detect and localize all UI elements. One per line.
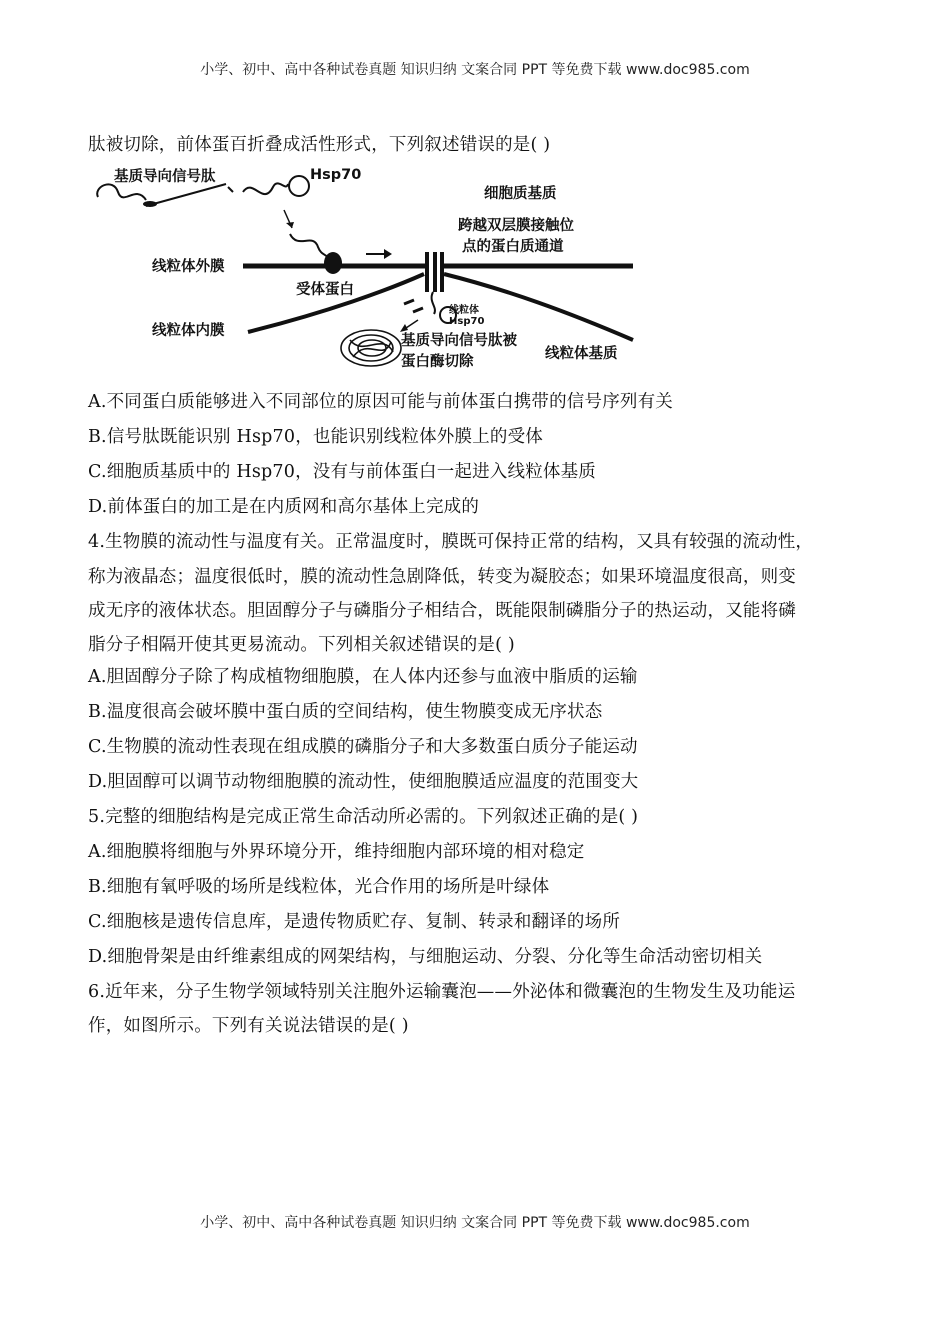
q4-option-c: C.生物膜的流动性表现在组成膜的磷脂分子和大多数蛋白质分子能运动 xyxy=(88,737,638,757)
label-mito-matrix: 线粒体基质 xyxy=(545,346,618,362)
label-channel-line1: 跨越双层膜接触位 xyxy=(458,218,574,234)
q3-option-b: B.信号肽既能识别 Hsp70，也能识别线粒体外膜上的受体 xyxy=(88,427,543,447)
label-receptor: 受体蛋白 xyxy=(296,282,354,298)
q4-option-d: D.胆固醇可以调节动物细胞膜的流动性，使细胞膜适应温度的范围变大 xyxy=(88,772,639,792)
q3-option-a: A.不同蛋白质能够进入不同部位的原因可能与前体蛋白携带的信号序列有关 xyxy=(88,392,673,412)
page-footer: 小学、初中、高中各种试卷真题 知识归纳 文案合同 PPT 等免费下载 www.doc985.com xyxy=(200,1215,750,1231)
precursor-at-receptor xyxy=(290,234,328,258)
q5-option-c: C.细胞核是遗传信息库，是遗传物质贮存、复制、转录和翻译的场所 xyxy=(88,912,621,932)
mitochondria-protein-import-figure xyxy=(88,162,636,376)
q6-stem-line2: 作，如图所示。下列有关说法错误的是( ) xyxy=(88,1016,409,1036)
q6-stem-line1: 6.近年来，分子生物学领域特别关注胞外运输囊泡——外泌体和微囊泡的生物发生及功能运 xyxy=(88,982,796,1002)
label-channel-line2: 点的蛋白质通道 xyxy=(462,239,564,255)
hsp70-chain xyxy=(243,183,288,194)
folded-protein-shape xyxy=(341,330,401,366)
label-cut-line2: 蛋白酶切除 xyxy=(401,354,474,370)
label-mito-hsp70-1: 线粒体 xyxy=(449,305,479,316)
q3-option-d: D.前体蛋白的加工是在内质网和高尔基体上完成的 xyxy=(88,497,480,517)
signal-peptide-head xyxy=(143,201,157,207)
signal-peptide-line xyxy=(146,184,226,206)
q4-stem-line4: 脂分子相隔开使其更易流动。下列相关叙述错误的是( ) xyxy=(88,635,515,655)
label-cut-line1: 基质导向信号肽被 xyxy=(401,333,517,349)
label-hsp70: Hsp70 xyxy=(310,167,362,183)
q5-option-a: A.细胞膜将细胞与外界环境分开，维持细胞内部环境的相对稳定 xyxy=(88,842,585,862)
q5-option-d: D.细胞骨架是由纤维素组成的网架结构，与细胞运动、分裂、分化等生命活动密切相关 xyxy=(88,947,763,967)
precursor-squiggle xyxy=(97,184,146,200)
q4-stem-line3: 成无序的液体状态。胆固醇分子与磷脂分子相结合，既能限制磷脂分子的热运动，又能将磷 xyxy=(88,601,796,621)
q4-option-a: A.胆固醇分子除了构成植物细胞膜，在人体内还参与血液中脂质的运输 xyxy=(88,667,638,687)
label-inner-membrane: 线粒体内膜 xyxy=(152,323,225,339)
q5-stem: 5.完整的细胞结构是完成正常生命活动所必需的。下列叙述正确的是( ) xyxy=(88,807,639,827)
q4-stem-line2: 称为液晶态；温度很低时，膜的流动性急剧降低，转变为凝胶态；如果环境温度很高，则变 xyxy=(88,567,796,587)
q4-option-b: B.温度很高会破坏膜中蛋白质的空间结构，使生物膜变成无序状态 xyxy=(88,702,603,722)
label-mito-hsp70-2: Hsp70 xyxy=(449,316,485,327)
channel-bar-1 xyxy=(425,252,429,292)
q3-option-c: C.细胞质基质中的 Hsp70，没有与前体蛋白一起进入线粒体基质 xyxy=(88,462,597,482)
page-header: 小学、初中、高中各种试卷真题 知识归纳 文案合同 PPT 等免费下载 www.doc985.com xyxy=(200,62,750,78)
label-signal-peptide: 基质导向信号肽 xyxy=(114,169,216,185)
q3-stem-tail: 肽被切除，前体蛋百折叠成活性形式，下列叙述错误的是( ) xyxy=(88,135,551,155)
channel-bar-3 xyxy=(440,252,444,292)
q4-stem-line1: 4.生物膜的流动性与温度有关。正常温度时，膜既可保持正常的结构，又具有较强的流动性， xyxy=(88,532,814,552)
hsp70-shape xyxy=(289,176,309,196)
label-outer-membrane: 线粒体外膜 xyxy=(152,259,225,275)
channel-bar-2 xyxy=(433,252,437,292)
label-cytoplasm-matrix: 细胞质基质 xyxy=(484,186,557,202)
q5-option-b: B.细胞有氧呼吸的场所是线粒体，光合作用的场所是叶绿体 xyxy=(88,877,550,897)
